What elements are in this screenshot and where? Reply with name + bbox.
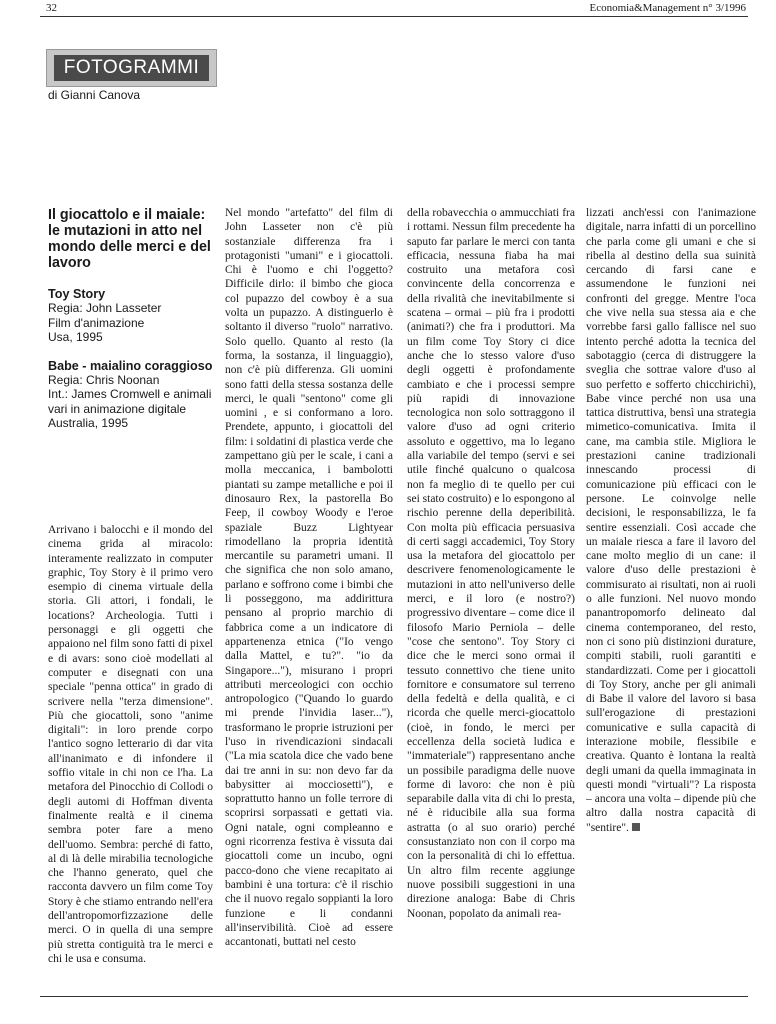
credit-line: Regia: John Lasseter	[48, 301, 162, 316]
credit-line: Int.: James Cromwell e animali vari in animazione digitale	[48, 387, 212, 416]
article-headline: Il giocattolo e il maiale: le mutazioni in atto nel mondo delle merci e del lavoro	[48, 207, 211, 271]
body-column-2	[225, 206, 393, 986]
body-paragraph: della robavecchia o ammucchiati fra i rottami. Nessun film precedente ha saputo far parlare le merci con tanta efficacia, nessuna fiaba ha mai costruito una metafora così convincente della concorrenza e della rivalità che inevitabilmente si scatena – ormai – più fra i prodotti (animati?) che fra i produttori. Ma un film come Toy Story ci dice anche che lo stesso valore d'uso degli oggetti è profondamente cambiato e che i processi sempre più rapidi di innovazione tecnologica non solo sottraggono il valore d'uso ad ogni criterio assoluto e oggettivo, ma lo legano alla variabile del tempo (servi e sei utile finché qualcuno o qualcosa non fa meglio di te quello per cui sei stato costruito) e lo espongono al rischio perenne della deperibilità. Con molta più efficacia persuasiva di certi saggi accademici, Toy Story usa la metafora del giocattolo per descrivere fenomenologicamente le mutazioni in atto nell'universo delle merci, e il loro (e nostro?) progressivo diventare – come dice il filosofo Mario Perniola – delle "cose che sentono". Toy Story ci dice che le merci sono ormai il tessuto connettivo che tiene unito fornitore e consumatore sul terreno della fedeltà e della qualità, e ci ricorda che quelle merci-giocattolo (cioè, in fondo, le merci per eccellenza della società ludica e "immateriale") rappresentano anche un possibile paradigma delle nuove forme di lavoro: che non è più separabile dalla vita di chi lo presta, né è riducibile alla sua forma astratta (o al suo orario) perché consustanziato non con il corpo ma con la personalità di chi lo effettua. Un altro film recente aggiunge nuove possibili suggestioni in una direzione analoga: Babe di Chris Noonan, popolato da animali rea-	[407, 207, 575, 920]
article-sidebar	[48, 207, 213, 445]
body-column-4	[586, 206, 756, 986]
body-column-1	[48, 523, 213, 983]
credit-line: Regia: Chris Noonan	[48, 373, 160, 388]
credit-title: Toy Story	[48, 287, 106, 301]
credit-line: Usa, 1995	[48, 330, 103, 345]
footer-rule	[40, 996, 748, 997]
credit-line: Australia, 1995	[48, 416, 129, 431]
credit-line: Film d'animazione	[48, 315, 145, 330]
section-banner	[46, 49, 217, 87]
section-label: FOTOGRAMMI	[54, 55, 209, 81]
header-rule	[40, 16, 748, 17]
credit-title: Babe - maialino coraggioso	[48, 358, 213, 373]
body-paragraph: Nel mondo "artefatto" del film di John Lasseter non c'è più sostanziale differenza fra i protagonisti "umani" e i giocattoli. Chi è l'uomo e chi l'oggetto? Difficile dirlo: il bimbo che gioca col pupazzo del cowboy è a sua volta un pupazzo. A distinguerlo è soltanto il diverso "ruolo" narrativo. Solo quello. Quanto al resto (la forma, la sostanza, il linguaggio), non c'è più differenza. Gli uomini sono fatti della stessa sostanza delle merci, le quali "sentono" come gli uomini , e si conformano a loro. Prendete, appunto, i giocattoli del film: i soldatini di plastica verde che zampettano giù per le scale, i cani a molla meccanica, i bambolotti piantati su zampe metalliche e poi il dinosauro Rex, la pastorella Bo Feep, il cowboy Woody e l'eroe spaziale Buzz Lightyear rimodellano la propria identità mercantile su parametri umani. Il che significa che non solo amano, parlano e soffrono come i bimbi che li posseggono, ma addirittura pensano al proprio marchio di fabbrica come a un indicatore di appartenenza etnica ("Io vengo dalla Mattel, e tu?". "io da Singapore..."), misurano i propri attributi merceologici con occhio antropologico ("Quando lo guardo mi prende l'invidia laser..."), trasformano le proprie istruzioni per l'uso in rivendicazioni sindacali ("La mia scatola dice che vado bene dai tre anni in su: non devo far da babysitter ai mocciosetti"), e soprattutto hanno un folle terrore di scoprirsi sorpassati e gettati via. Ogni natale, ogni compleanno e ogni ricorrenza festiva è vissuta dai giocattoli come un incubo, ogni pacco-dono che viene recapitato ai bambini è una tortura: c'è il rischio che il nuovo regalo soppianti la loro funzione e li condanni all'inservibilità. Cioè ad essere accantonati, buttati nel cesto	[225, 207, 393, 949]
credit-toy-story	[48, 287, 213, 345]
body-paragraph: Arrivano i balocchi e il mondo del cinema grida al miracolo: interamente realizzato in computer graphic, Toy Story è il primo vero esempio di cinema virtuale della storia. Gli attori, i fondali, le locations? Archeologia. Tutti i personaggi e gli oggetti che appaiono nel film sono fatti di pixel e di avars: sono cioè modellati al computer e disegnati con una speciale "penna ottica" in grado di scrivere nella "terza dimensione". Più che giocattoli, sono "anime digitali": in loro prende corpo l'antico sogno letterario di dar vita all'inanimato e di infondere il soffio vitale in chi non ce l'ha. La metafora del Pinocchio di Collodi o degli automi di Hoffman diventa finalmente realtà e il cinema sembra poter fare a meno dell'uomo. Sembra: perché di fatto, al di là delle mirabilia tecnologiche che l'hanno generato, quel che racconta davvero un film come Toy Story è che stiamo entrando nell'era dell'antropomorfizzazione delle merci. O in quella di una sempre più stretta contiguità tra le merci e chi le usa e consuma.	[48, 524, 213, 965]
credit-babe	[48, 359, 213, 431]
body-paragraph: lizzati anch'essi con l'animazione digitale, narra infatti di un porcellino che parla come gli umani e che si ribella al destino della sua suinità cercando di farsi cane e assumendone le funzioni nei confronti del gregge. Mentre l'oca che vive nella sua stessa aia e che vorrebbe farsi gallo fallisce nel suo intento perché adotta la tecnica del sabotaggio (cerca di distruggere la sveglia che sottrae valore d'uso al suo perfetto e sofferto chicchirichì), Babe vince perché non usa una tattica distruttiva, bensì una strategia mimetico-comunicativa. Imita il cane, ma cambia stile. Migliora le prestazioni canine tradizionali innescando processi di comunicazione più efficaci con le persone. Le coinvolge nelle decisioni, le responsabilizza, le fa sentire essenziali. Così accade che un maiale riesca a fare il lavoro del cane molto meglio di un cane: il valore d'uso delle prestazioni è commisurato ai risultati, non ai ruoli o alle funzioni. Nel nuovo mondo panantropomorfo delineato dal cinema contemporaneo, del resto, non ci sono più distinzioni durature, compiti stabili, ruoli garantiti e standardizzati. Come per i giocattoli di Toy Story, anche per gli animali di Babe il valore del lavoro si basa sull'erogazione di prestazioni comunicative e sulla capacità di interazione mobile, flessibile e creativa. Quanto è lontana la realtà degli umani da quella immaginata in questi mondi "virtuali"? La risposta – ancora una volta – dipende più che altro dalla nostra capacità di "sentire".	[586, 207, 756, 834]
page-number: 32	[46, 2, 57, 14]
journal-title: Economia&Management n° 3/1996	[589, 2, 746, 14]
body-column-3	[407, 206, 575, 986]
end-of-article-mark	[632, 823, 640, 831]
byline: di Gianni Canova	[48, 88, 141, 102]
